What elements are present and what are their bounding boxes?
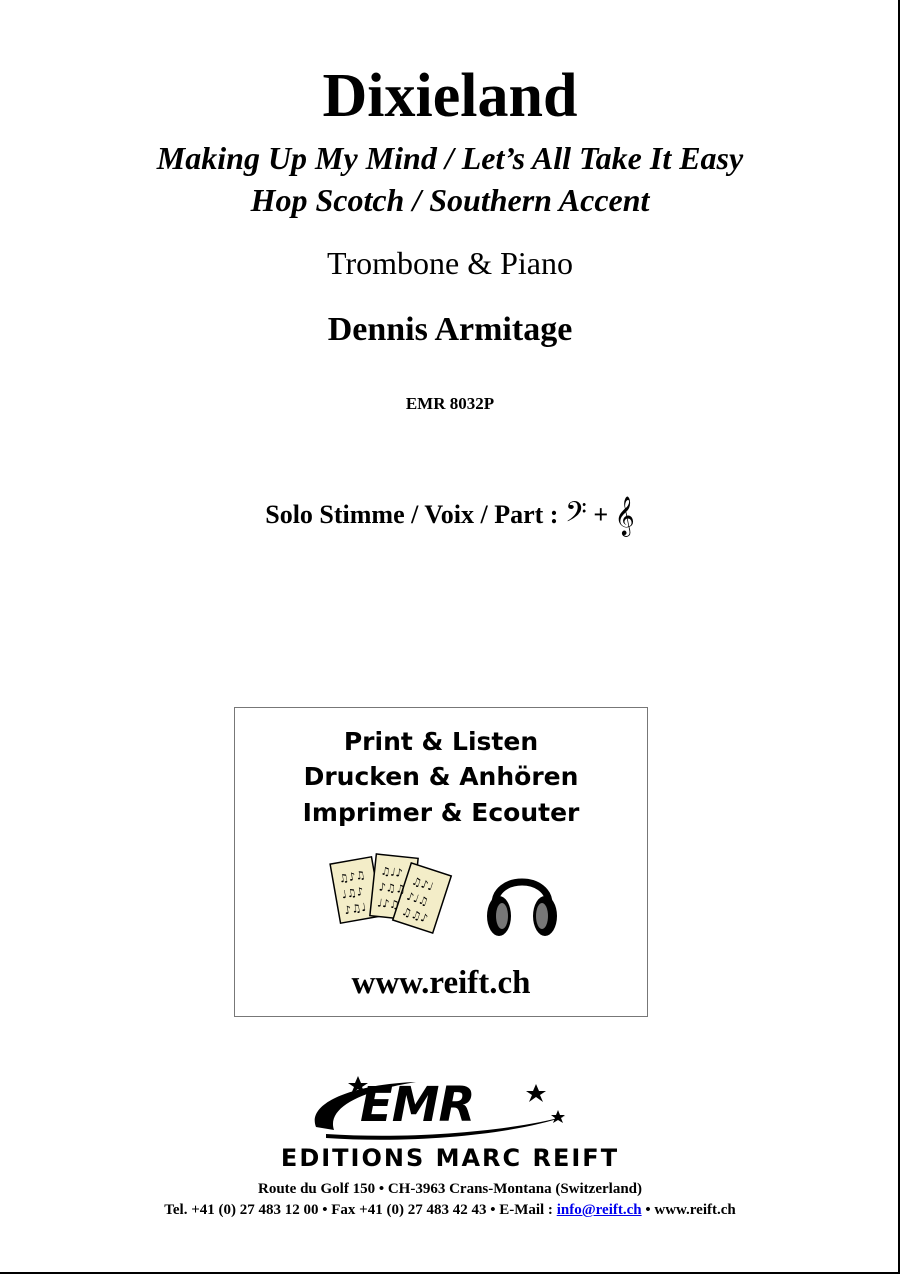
svg-text:♫♪♩: ♫♪♩ — [409, 874, 435, 894]
promo-line-german: Drucken & Anhören — [303, 762, 579, 791]
headphones-icon — [485, 856, 559, 940]
bass-clef-icon: 𝄢 — [564, 496, 587, 536]
part-label-row — [0, 495, 900, 536]
promo-line-french: Imprimer & Ecouter — [302, 798, 580, 827]
contact-phone-fax: Tel. +41 (0) 27 483 12 00 • Fax +41 (0) 27 483 42 43 • E-Mail : — [164, 1202, 553, 1218]
instrumentation: Trombone & Piano — [327, 245, 573, 281]
subtitle-line-1: Making Up My Mind / Let’s All Take It Easy — [156, 140, 744, 176]
plus-sign: + — [593, 500, 609, 529]
svg-text:♪♫♩: ♪♫♩ — [343, 900, 368, 918]
sheet-music-icon — [327, 846, 455, 942]
svg-text:♩♪♫: ♩♪♫ — [376, 896, 400, 912]
print-listen-box — [234, 707, 648, 1017]
composer: Dennis Armitage — [327, 311, 573, 348]
emr-logo-text: EMR — [360, 1077, 475, 1133]
svg-text:♫♩♪: ♫♩♪ — [379, 864, 404, 880]
publisher-address: Route du Golf 150 • CH-3963 Crans-Montana (Switzerland) — [258, 1181, 642, 1197]
title: Dixieland — [322, 62, 578, 130]
promo-line-english: Print & Listen — [343, 727, 539, 756]
subtitle-line-2: Hop Scotch / Southern Accent — [250, 182, 650, 218]
svg-text:♫♫♪: ♫♫♪ — [400, 904, 430, 926]
part-label: Solo Stimme / Voix / Part : — [265, 500, 559, 529]
svg-text:♩♫♪: ♩♫♪ — [340, 884, 365, 902]
publisher-contact — [0, 1199, 900, 1221]
promo-url: www.reift.ch — [351, 965, 531, 1001]
svg-text:♪♫♫: ♪♫♫ — [378, 880, 407, 897]
catalog-number: EMR 8032P — [405, 394, 495, 413]
email-link[interactable]: info@reift.ch — [556, 1202, 642, 1218]
contact-website: • www.reift.ch — [645, 1202, 736, 1218]
publisher-name: EDITIONS MARC REIFT — [280, 1144, 620, 1172]
svg-text:♫♪♫: ♫♪♫ — [337, 868, 367, 886]
treble-clef-icon: 𝄞 — [614, 496, 635, 536]
svg-text:♪♩♫: ♪♩♫ — [404, 889, 430, 909]
